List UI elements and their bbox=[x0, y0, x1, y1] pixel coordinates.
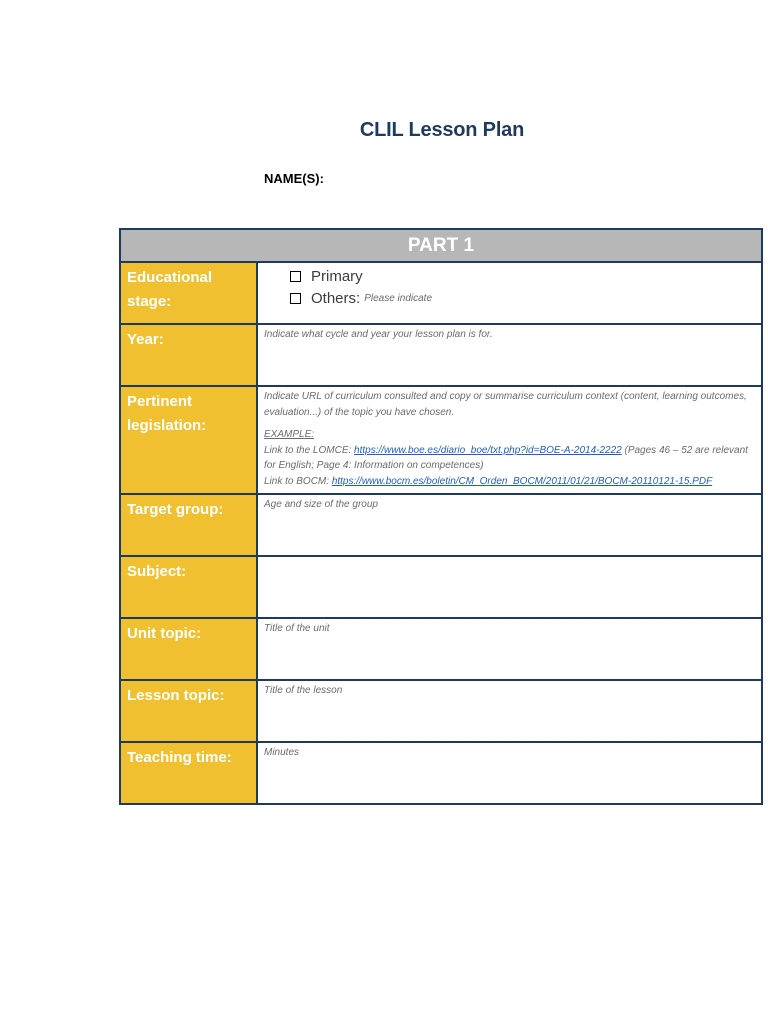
subject-content[interactable] bbox=[257, 556, 762, 618]
row-unit-topic bbox=[120, 618, 762, 680]
legislation-content[interactable] bbox=[257, 386, 762, 494]
lomce-link[interactable]: https://www.boe.es/diario_boe/txt.php?id=BOE-A-2014-2222 bbox=[354, 444, 622, 456]
legislation-hint: Indicate URL of curriculum consulted and copy or summarise curriculum context (content, learning outcomes, evaluation...) of the topic you have chosen. bbox=[264, 391, 747, 418]
option-others[interactable] bbox=[264, 287, 755, 309]
part-header: PART 1 bbox=[120, 229, 762, 262]
target-group-hint: Age and size of the group bbox=[264, 499, 378, 510]
example-label: EXAMPLE: bbox=[264, 429, 315, 440]
others-hint: Please indicate bbox=[364, 292, 433, 304]
subject-label: Subject: bbox=[120, 556, 257, 618]
row-subject bbox=[120, 556, 762, 618]
teaching-time-label: Teaching time: bbox=[120, 742, 257, 804]
lesson-topic-content[interactable] bbox=[257, 680, 762, 742]
row-year bbox=[120, 324, 762, 386]
teaching-time-content[interactable] bbox=[257, 742, 762, 804]
primary-label: Primary bbox=[311, 267, 363, 285]
target-group-label: Target group: bbox=[120, 494, 257, 556]
target-group-content[interactable] bbox=[257, 494, 762, 556]
others-label: Others: bbox=[311, 289, 361, 307]
educational-stage-label: Educational stage: bbox=[120, 262, 257, 324]
others-checkbox[interactable] bbox=[290, 293, 301, 304]
lesson-topic-hint: Title of the lesson bbox=[264, 685, 343, 696]
page-title: CLIL Lesson Plan bbox=[359, 119, 525, 141]
educational-stage-content bbox=[257, 262, 762, 324]
row-target-group bbox=[120, 494, 762, 556]
row-teaching-time bbox=[120, 742, 762, 804]
year-hint: Indicate what cycle and year your lesson plan is for. bbox=[264, 329, 493, 340]
lomce-suffix: (Pages 46 – 52 are relevant for English; Page 4: Information on competences) bbox=[264, 444, 748, 471]
row-educational-stage bbox=[120, 262, 762, 324]
example-block bbox=[264, 427, 755, 489]
unit-topic-hint: Title of the unit bbox=[264, 623, 330, 634]
year-label: Year: bbox=[120, 324, 257, 386]
lesson-plan-table bbox=[119, 228, 763, 805]
primary-checkbox[interactable] bbox=[290, 271, 301, 282]
lesson-topic-label: Lesson topic: bbox=[120, 680, 257, 742]
row-lesson-topic bbox=[120, 680, 762, 742]
legislation-label: Pertinent legislation: bbox=[120, 386, 257, 494]
row-legislation bbox=[120, 386, 762, 494]
option-primary[interactable] bbox=[264, 265, 755, 287]
bocm-prefix: Link to BOCM: bbox=[264, 475, 332, 487]
year-content[interactable] bbox=[257, 324, 762, 386]
unit-topic-label: Unit topic: bbox=[120, 618, 257, 680]
names-label: NAME(S): bbox=[264, 171, 324, 186]
bocm-link[interactable]: https://www.bocm.es/boletin/CM_Orden_BOCM/2011/01/21/BOCM-20110121-15.PDF bbox=[331, 475, 713, 487]
unit-topic-content[interactable] bbox=[257, 618, 762, 680]
lomce-prefix: Link to the LOMCE: bbox=[264, 444, 355, 456]
teaching-time-hint: Minutes bbox=[264, 747, 300, 758]
